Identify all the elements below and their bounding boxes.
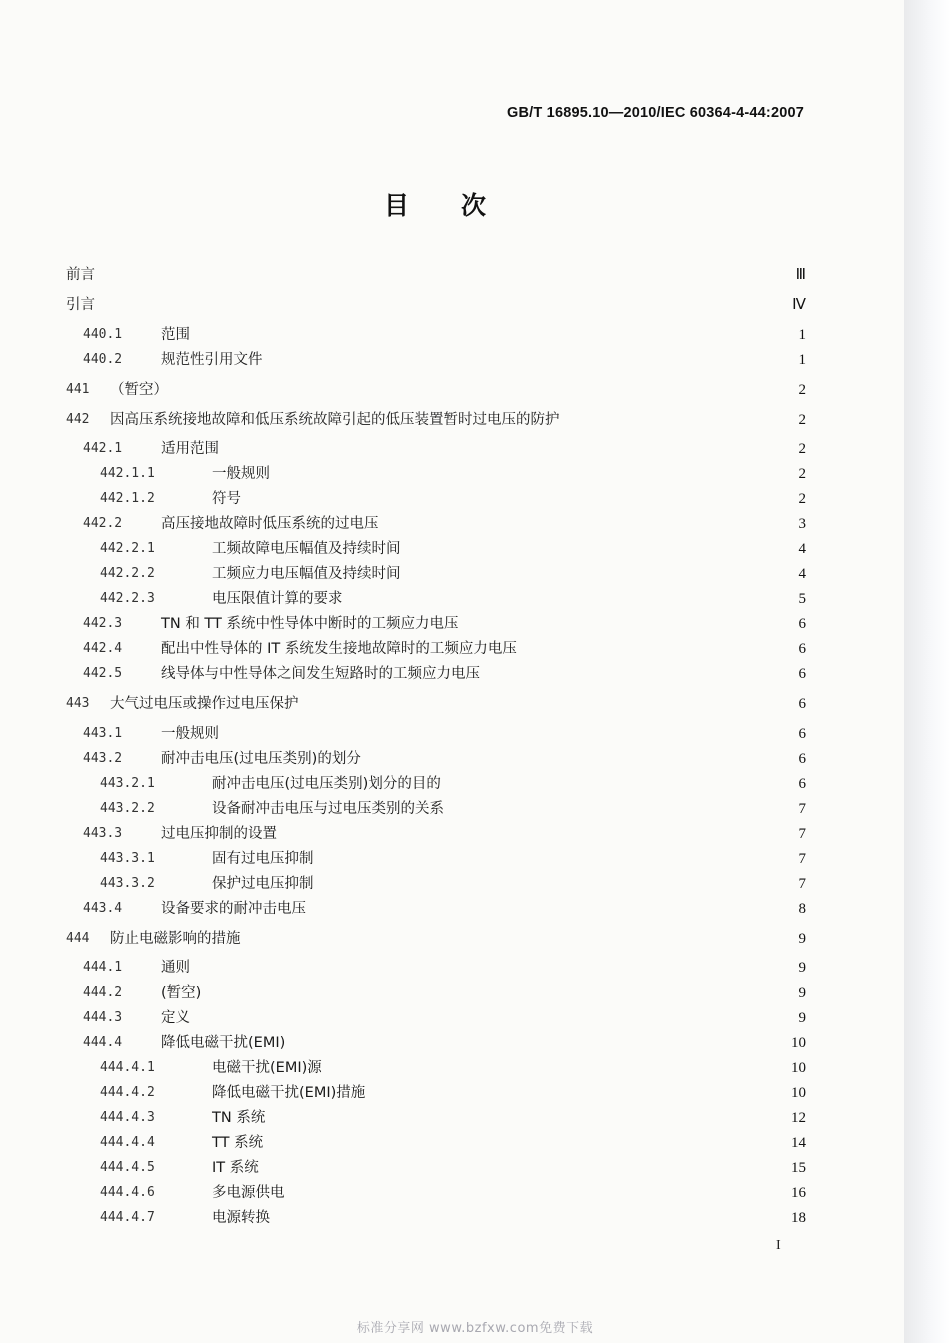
toc-entry-page: 10 bbox=[791, 1060, 806, 1076]
toc-entry[interactable] bbox=[66, 663, 806, 685]
toc-entry[interactable] bbox=[66, 748, 806, 770]
toc-entry-title: (暂空) bbox=[161, 985, 202, 1001]
toc-entry-title: 电源转换 bbox=[212, 1210, 270, 1226]
toc-entry-number: 441 bbox=[66, 382, 90, 397]
toc-entry[interactable] bbox=[66, 823, 806, 845]
toc-entry-title: 符号 bbox=[212, 491, 241, 507]
toc-entry-number: 444.3 bbox=[83, 1010, 123, 1025]
toc-entry-number: 443 bbox=[66, 696, 90, 711]
toc-leader-dots bbox=[407, 538, 789, 560]
toc-entry-page: 4 bbox=[798, 566, 806, 582]
toc-entry-title: 工频故障电压幅值及持续时间 bbox=[212, 541, 401, 557]
toc-entry[interactable] bbox=[66, 638, 806, 660]
toc-entry[interactable] bbox=[66, 982, 806, 1004]
toc-leader-dots bbox=[247, 928, 789, 950]
toc-entry-title: 防止电磁影响的措施 bbox=[110, 931, 241, 947]
toc-entry-title: （暂空） bbox=[110, 382, 168, 398]
toc-entry-title: 耐冲击电压(过电压类别)划分的目的 bbox=[212, 776, 441, 792]
toc-entry[interactable] bbox=[66, 898, 806, 920]
toc-entry-page: 7 bbox=[798, 876, 806, 892]
toc-entry-title: 线导体与中性导体之间发生短路时的工频应力电压 bbox=[161, 666, 480, 682]
title-char-2: 次 bbox=[461, 191, 487, 220]
toc-leader-dots bbox=[276, 463, 788, 485]
toc-leader-dots bbox=[196, 957, 788, 979]
toc-entry-page: 10 bbox=[791, 1035, 806, 1051]
toc-entry-page: 6 bbox=[798, 696, 806, 712]
toc-entry-page: 5 bbox=[798, 591, 806, 607]
toc-entry-number: 442.1.2 bbox=[100, 491, 155, 506]
toc-entry[interactable] bbox=[66, 1007, 806, 1029]
toc-entry[interactable] bbox=[66, 848, 806, 870]
toc-entry-page: 10 bbox=[791, 1085, 806, 1101]
toc-entry-number: 442.2.2 bbox=[100, 566, 155, 581]
toc-entry-number: 444.4.3 bbox=[100, 1110, 155, 1125]
toc-entry-number: 442.5 bbox=[83, 666, 123, 681]
toc-entry-title: 设备耐冲击电压与过电压类别的关系 bbox=[212, 801, 444, 817]
toc-entry-page: 18 bbox=[791, 1210, 806, 1226]
toc-entry-page: 2 bbox=[798, 466, 806, 482]
toc-entry-number: 444.4.7 bbox=[100, 1210, 155, 1225]
toc-leader-dots bbox=[566, 409, 789, 431]
toc-entry[interactable] bbox=[66, 1182, 806, 1204]
toc-entry[interactable] bbox=[66, 723, 806, 745]
toc-entry-title: 电磁干扰(EMI)源 bbox=[212, 1060, 322, 1076]
toc-entry[interactable] bbox=[66, 463, 806, 485]
toc-entry[interactable] bbox=[66, 409, 806, 431]
toc-entry[interactable] bbox=[66, 1032, 806, 1054]
toc-leader-dots bbox=[225, 438, 788, 460]
toc-entry-page: 2 bbox=[798, 491, 806, 507]
toc-entry-number: 440.1 bbox=[83, 327, 123, 342]
toc-leader-dots bbox=[207, 982, 788, 1004]
toc-entry-title: 工频应力电压幅值及持续时间 bbox=[212, 566, 401, 582]
toc-leader-dots bbox=[247, 488, 788, 510]
toc-entry[interactable] bbox=[66, 324, 806, 346]
toc-entry-title: 定义 bbox=[161, 1010, 190, 1026]
toc-entry[interactable] bbox=[66, 538, 806, 560]
toc-leader-dots bbox=[367, 748, 788, 770]
toc-entry[interactable] bbox=[66, 264, 806, 286]
toc-entry-number: 442.3 bbox=[83, 616, 123, 631]
toc-entry-number: 444.1 bbox=[83, 960, 123, 975]
page-number: I bbox=[776, 1238, 781, 1253]
toc-entry-page: 12 bbox=[791, 1110, 806, 1126]
toc-entry-number: 444.4.6 bbox=[100, 1185, 155, 1200]
toc-entry-page: 9 bbox=[798, 1010, 806, 1026]
toc-entry-number: 443.3.1 bbox=[100, 851, 155, 866]
toc-entry-title: 过电压抑制的设置 bbox=[161, 826, 277, 842]
toc-leader-dots bbox=[269, 1132, 785, 1154]
toc-entry-title: 设备要求的耐冲击电压 bbox=[161, 901, 306, 917]
toc-entry[interactable] bbox=[66, 773, 806, 795]
toc-leader-dots bbox=[225, 723, 788, 745]
toc-entry-title: 因高压系统接地故障和低压系统故障引起的低压装置暂时过电压的防护 bbox=[110, 412, 560, 428]
toc-entry[interactable] bbox=[66, 693, 806, 715]
toc-leader-dots bbox=[371, 1082, 785, 1104]
toc-entry-title: 一般规则 bbox=[161, 726, 219, 742]
toc-entry[interactable] bbox=[66, 1057, 806, 1079]
toc-entry-title: 耐冲击电压(过电压类别)的划分 bbox=[161, 751, 361, 767]
toc-leader-dots bbox=[196, 1007, 788, 1029]
toc-entry[interactable] bbox=[66, 588, 806, 610]
toc-entry-page: 15 bbox=[791, 1160, 806, 1176]
toc-leader-dots bbox=[465, 613, 789, 635]
toc-entry-number: 443.3.2 bbox=[100, 876, 155, 891]
toc-entry-title: 引言 bbox=[66, 297, 95, 313]
toc-entry[interactable] bbox=[66, 1157, 806, 1179]
toc-entry-page: 3 bbox=[798, 516, 806, 532]
toc-leader-dots bbox=[305, 693, 789, 715]
toc-entry[interactable] bbox=[66, 928, 806, 950]
toc-entry-title: 高压接地故障时低压系统的过电压 bbox=[161, 516, 379, 532]
toc-entry-page: 8 bbox=[798, 901, 806, 917]
toc-entry-title: 配出中性导体的 IT 系统发生接地故障时的工频应力电压 bbox=[161, 641, 517, 657]
toc-entry-page: 7 bbox=[798, 801, 806, 817]
toc-entry-title: 范围 bbox=[161, 327, 190, 343]
toc-entry-page: 14 bbox=[791, 1135, 806, 1151]
toc-entry-page: 6 bbox=[798, 616, 806, 632]
toc-entry-page: 16 bbox=[791, 1185, 806, 1201]
toc-entry[interactable] bbox=[66, 488, 806, 510]
toc-entry-page: 9 bbox=[798, 931, 806, 947]
toc-entry-page: 6 bbox=[798, 751, 806, 767]
toc-entry-number: 443.2.2 bbox=[100, 801, 155, 816]
toc-entry-number: 443.4 bbox=[83, 901, 123, 916]
toc-entry[interactable] bbox=[66, 1082, 806, 1104]
toc-entry-number: 443.1 bbox=[83, 726, 123, 741]
standard-code: GB/T 16895.10—2010/IEC 60364-4-44:2007 bbox=[507, 105, 804, 121]
toc-entry-page: 2 bbox=[798, 412, 806, 428]
toc-entry-page: 2 bbox=[798, 382, 806, 398]
toc-entry[interactable] bbox=[66, 379, 806, 401]
toc-entry-number: 444 bbox=[66, 931, 90, 946]
toc-entry-page: 6 bbox=[798, 666, 806, 682]
toc-entry-number: 444.4.1 bbox=[100, 1060, 155, 1075]
toc-entry-page: 6 bbox=[798, 641, 806, 657]
toc-entry-title: 前言 bbox=[66, 267, 95, 283]
toc-leader-dots bbox=[271, 1107, 785, 1129]
toc-leader-dots bbox=[196, 324, 788, 346]
toc-entry[interactable] bbox=[66, 957, 806, 979]
toc-leader-dots bbox=[320, 873, 789, 895]
toc-entry[interactable] bbox=[66, 294, 806, 316]
toc-leader-dots bbox=[349, 588, 789, 610]
toc-entry-title: 适用范围 bbox=[161, 441, 219, 457]
toc-leader-dots bbox=[291, 1032, 785, 1054]
toc-leader-dots bbox=[328, 1057, 785, 1079]
toc-entry-page: 7 bbox=[798, 851, 806, 867]
toc-leader-dots bbox=[174, 379, 788, 401]
toc-leader-dots bbox=[407, 563, 789, 585]
toc-leader-dots bbox=[320, 848, 789, 870]
toc-entry-title: 多电源供电 bbox=[212, 1185, 285, 1201]
toc-entry-title: 一般规则 bbox=[212, 466, 270, 482]
toc-entry-title: 降低电磁干扰(EMI) bbox=[161, 1035, 286, 1051]
toc-entry-page: 6 bbox=[798, 726, 806, 742]
toc-entry-title: 规范性引用文件 bbox=[161, 352, 263, 368]
toc-entry-number: 444.4.2 bbox=[100, 1085, 155, 1100]
toc-entry[interactable] bbox=[66, 613, 806, 635]
toc-leader-dots bbox=[447, 773, 788, 795]
toc-entry-title: 电压限值计算的要求 bbox=[212, 591, 343, 607]
toc-entry-page: 1 bbox=[798, 352, 806, 368]
toc-entry-title: 固有过电压抑制 bbox=[212, 851, 314, 867]
toc-leader-dots bbox=[450, 798, 788, 820]
toc-entry-number: 442 bbox=[66, 412, 90, 427]
toc-entry[interactable] bbox=[66, 563, 806, 585]
toc-entry-title: 通则 bbox=[161, 960, 190, 976]
toc-entry[interactable] bbox=[66, 873, 806, 895]
toc-entry-number: 444.4 bbox=[83, 1035, 123, 1050]
toc-entry-page: Ⅲ bbox=[795, 267, 806, 283]
toc-entry-number: 442.2 bbox=[83, 516, 123, 531]
toc-entry-page: 9 bbox=[798, 985, 806, 1001]
toc-leader-dots bbox=[291, 1182, 786, 1204]
toc-entry-number: 442.4 bbox=[83, 641, 123, 656]
toc-entry[interactable] bbox=[66, 1107, 806, 1129]
toc-entry-number: 442.1 bbox=[83, 441, 123, 456]
toc-leader-dots bbox=[265, 1157, 785, 1179]
toc-entry-title: TN 系统 bbox=[212, 1110, 266, 1126]
toc-entry-page: 7 bbox=[798, 826, 806, 842]
toc-entry-page: 4 bbox=[798, 541, 806, 557]
toc-entry-page: 1 bbox=[798, 327, 806, 343]
watermark-text: 标准分享网 www.bzfxw.com免费下载 bbox=[356, 1321, 594, 1336]
toc-entry-number: 443.3 bbox=[83, 826, 123, 841]
toc-entry-number: 443.2 bbox=[83, 751, 123, 766]
toc-entry[interactable] bbox=[66, 798, 806, 820]
toc-entry-title: 降低电磁干扰(EMI)措施 bbox=[212, 1085, 366, 1101]
toc-entry[interactable] bbox=[66, 349, 806, 371]
page-title bbox=[0, 186, 870, 222]
toc-entry-page: Ⅳ bbox=[792, 297, 806, 313]
scan-edge-shadow bbox=[904, 0, 950, 1343]
toc-leader-dots bbox=[101, 294, 786, 316]
toc-entry-title: IT 系统 bbox=[212, 1160, 259, 1176]
toc-entry-number: 444.4.4 bbox=[100, 1135, 155, 1150]
toc-leader-dots bbox=[101, 264, 788, 286]
toc-entry[interactable] bbox=[66, 1132, 806, 1154]
toc-entry-title: 保护过电压抑制 bbox=[212, 876, 314, 892]
toc-leader-dots bbox=[523, 638, 788, 660]
toc-entry-page: 9 bbox=[798, 960, 806, 976]
toc-entry-page: 6 bbox=[798, 776, 806, 792]
toc-entry-title: 大气过电压或操作过电压保护 bbox=[110, 696, 299, 712]
toc-entry-title: TT 系统 bbox=[212, 1135, 264, 1151]
toc-leader-dots bbox=[385, 513, 789, 535]
toc-leader-dots bbox=[486, 663, 788, 685]
toc-entry[interactable] bbox=[66, 1207, 806, 1229]
toc-leader-dots bbox=[283, 823, 788, 845]
toc-entry[interactable] bbox=[66, 513, 806, 535]
toc-entry-number: 442.1.1 bbox=[100, 466, 155, 481]
toc-leader-dots bbox=[276, 1207, 785, 1229]
toc-entry-number: 440.2 bbox=[83, 352, 123, 367]
toc-leader-dots bbox=[312, 898, 788, 920]
title-char-1: 目 bbox=[383, 191, 409, 220]
toc-entry[interactable] bbox=[66, 438, 806, 460]
toc-entry-number: 444.4.5 bbox=[100, 1160, 155, 1175]
toc-entry-title: TN 和 TT 系统中性导体中断时的工频应力电压 bbox=[161, 616, 459, 632]
toc-entry-page: 2 bbox=[798, 441, 806, 457]
toc-entry-number: 443.2.1 bbox=[100, 776, 155, 791]
toc-entry-number: 442.2.3 bbox=[100, 591, 155, 606]
toc-entry-number: 444.2 bbox=[83, 985, 123, 1000]
toc-leader-dots bbox=[269, 349, 789, 371]
toc-entry-number: 442.2.1 bbox=[100, 541, 155, 556]
